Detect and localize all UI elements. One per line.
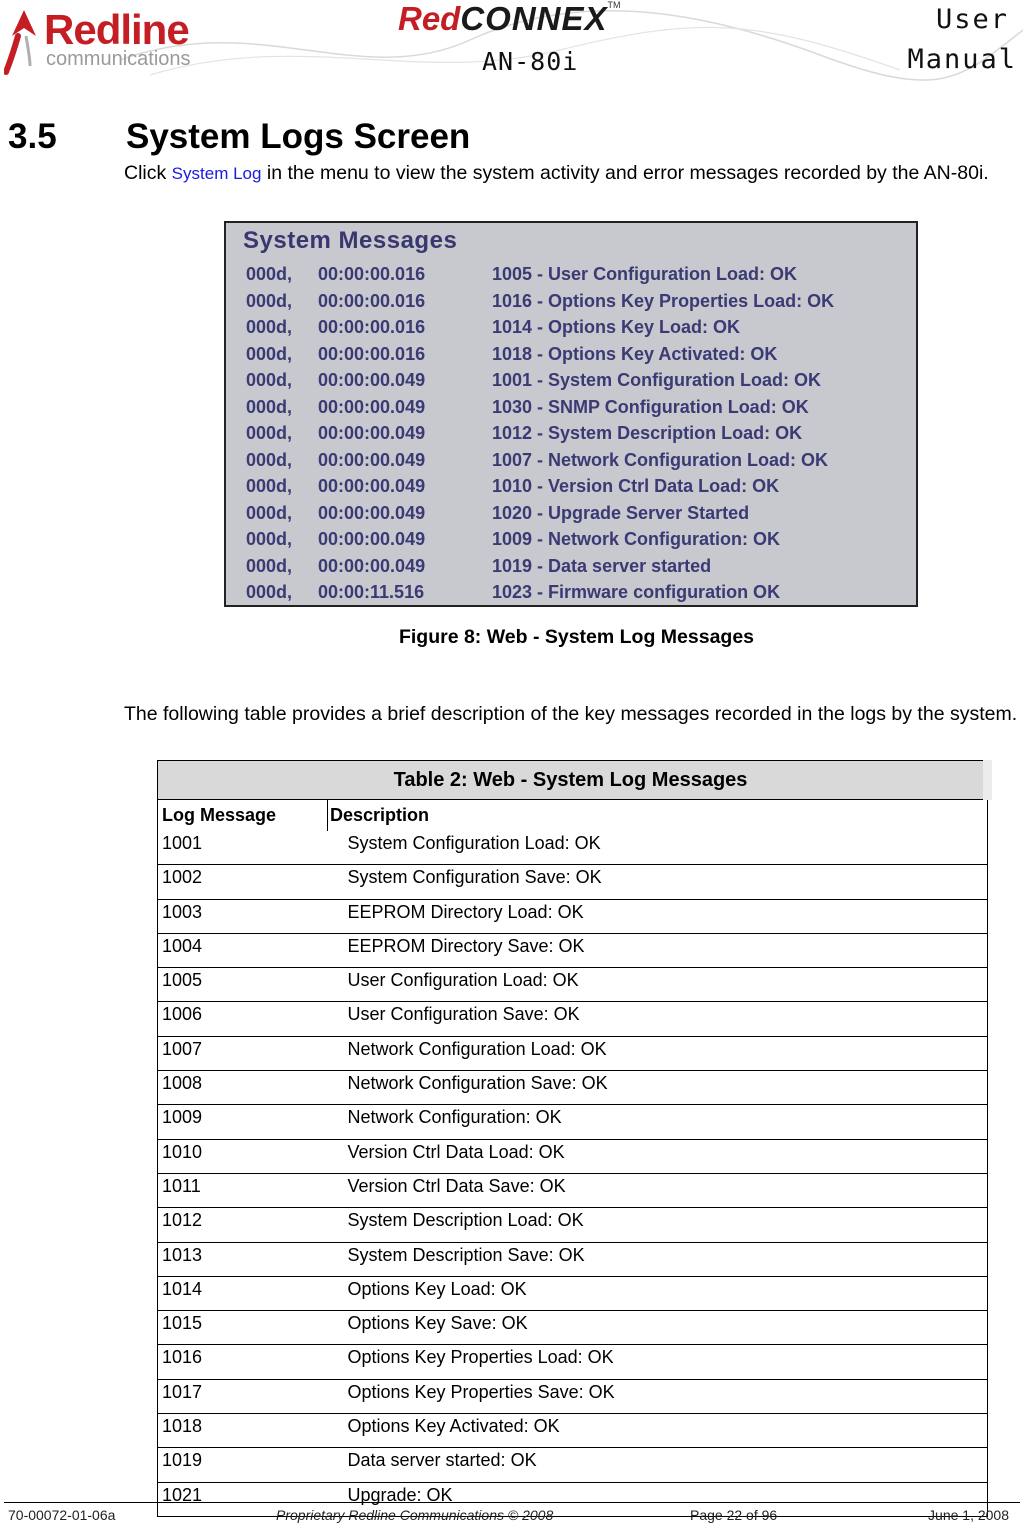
log-message-code-cell: 1018 xyxy=(158,1414,328,1448)
system-message-day: 000d, xyxy=(246,582,293,602)
system-message-row xyxy=(246,314,834,341)
logo-wordmark: Redline xyxy=(44,6,189,53)
system-message-row xyxy=(246,526,834,553)
redline-logo xyxy=(0,2,210,76)
log-message-code-cell: 1003 xyxy=(158,899,328,933)
system-message-time: 00:00:00.016 xyxy=(318,290,426,311)
system-message-day: 000d, xyxy=(246,317,293,337)
log-message-description-cell: Options Key Properties Load: OK xyxy=(328,1345,988,1379)
system-message-text: 1018 - Options Key Activated: OK xyxy=(492,343,778,364)
system-message-day: 000d, xyxy=(246,264,293,284)
table-row xyxy=(158,1105,988,1139)
system-message-day: 000d, xyxy=(246,396,293,417)
system-message-row xyxy=(246,553,834,580)
product-model: AN-80i xyxy=(482,47,579,76)
log-message-description-cell: Options Key Properties Save: OK xyxy=(328,1379,988,1413)
intro-text-after: in the menu to view the system activity and error messages recorded by the AN-80i. xyxy=(261,162,989,184)
log-message-description-cell: Version Ctrl Data Load: OK xyxy=(328,1139,988,1173)
doc-type-line1: User xyxy=(935,4,1009,35)
system-message-text: 1009 - Network Configuration: OK xyxy=(492,529,781,549)
log-message-description-cell: Data server started: OK xyxy=(328,1448,988,1482)
system-message-text: 1019 - Data server started xyxy=(492,555,712,576)
table-row xyxy=(158,1242,988,1276)
log-message-description-cell: EEPROM Directory Load: OK xyxy=(328,899,988,933)
footer-page-number: Page 22 of 96 xyxy=(690,1507,778,1523)
section-heading xyxy=(8,117,470,157)
system-message-day: 000d, xyxy=(246,529,293,549)
log-message-description-cell: Network Configuration Save: OK xyxy=(328,1071,988,1105)
system-message-time: 00:00:00.049 xyxy=(318,396,426,417)
system-message-row xyxy=(246,341,834,368)
system-message-row xyxy=(246,579,834,606)
section-number: 3.5 xyxy=(8,117,57,156)
log-message-description-cell: Network Configuration: OK xyxy=(328,1105,988,1139)
table-row xyxy=(158,865,988,899)
footer-doc-number: 70-00072-01-06a xyxy=(8,1507,116,1523)
log-message-code-cell: 1012 xyxy=(158,1208,328,1242)
column-header-description: Description xyxy=(328,800,988,832)
section-title-text: System Logs Screen xyxy=(126,117,471,156)
system-message-text: 1020 - Upgrade Server Started xyxy=(492,502,750,523)
table-row xyxy=(158,1414,988,1448)
system-message-row xyxy=(246,473,834,500)
figure-caption: Figure 8: Web - System Log Messages xyxy=(398,626,755,648)
table-caption xyxy=(158,761,988,800)
log-message-description-cell: Network Configuration Load: OK xyxy=(328,1036,988,1070)
system-message-text: 1007 - Network Configuration Load: OK xyxy=(492,449,829,470)
system-messages-list xyxy=(246,261,834,606)
log-message-code-cell: 1013 xyxy=(158,1242,328,1276)
system-message-day: 000d, xyxy=(246,343,293,364)
table-row xyxy=(158,1036,988,1070)
system-log-menu-reference: System Log xyxy=(171,164,262,183)
doc-type-line2: Manual xyxy=(907,44,1017,75)
log-message-description-cell: User Configuration Load: OK xyxy=(328,968,988,1002)
system-message-time: 00:00:00.049 xyxy=(318,555,426,576)
system-message-time: 00:00:00.049 xyxy=(318,476,426,496)
log-message-description-cell: Upgrade: OK xyxy=(328,1482,988,1516)
table-caption-label: Table 2 xyxy=(393,768,462,791)
table-body xyxy=(158,831,988,1516)
system-message-text: 1023 - Firmware configuration OK xyxy=(492,582,781,602)
system-message-time: 00:00:00.049 xyxy=(318,502,426,523)
system-message-row xyxy=(246,500,834,527)
system-message-time: 00:00:00.049 xyxy=(318,370,426,390)
table-caption-separator: : xyxy=(461,768,474,791)
log-message-code-cell: 1015 xyxy=(158,1311,328,1345)
log-message-description-cell: System Description Save: OK xyxy=(328,1242,988,1276)
system-message-text: 1010 - Version Ctrl Data Load: OK xyxy=(492,476,780,496)
table-intro-paragraph: The following table provides a brief description of the key messages recorded in the logs by the system. xyxy=(124,703,1018,725)
system-message-day: 000d, xyxy=(246,290,293,311)
table-header-row xyxy=(158,800,988,832)
table-caption-title: Web - System Log Messages xyxy=(473,768,748,791)
table-row xyxy=(158,1173,988,1207)
table-row xyxy=(158,1276,988,1310)
log-message-code-cell: 1011 xyxy=(158,1173,328,1207)
system-message-day: 000d, xyxy=(246,502,293,523)
log-message-code-cell: 1016 xyxy=(158,1345,328,1379)
log-message-code-cell: 1006 xyxy=(158,1002,328,1036)
system-message-time: 00:00:11.516 xyxy=(318,582,425,602)
log-message-description-cell: User Configuration Save: OK xyxy=(328,1002,988,1036)
intro-paragraph xyxy=(124,160,1022,187)
system-message-text: 1030 - SNMP Configuration Load: OK xyxy=(492,396,809,417)
table-row xyxy=(158,1139,988,1173)
system-message-time: 00:00:00.049 xyxy=(318,449,426,470)
log-message-description-cell: System Configuration Load: OK xyxy=(328,831,988,865)
log-message-description-cell: Options Key Load: OK xyxy=(328,1276,988,1310)
system-message-day: 000d, xyxy=(246,449,293,470)
system-message-row xyxy=(246,288,834,315)
system-message-day: 000d, xyxy=(246,370,293,390)
table-row xyxy=(158,1311,988,1345)
table-row xyxy=(158,1379,988,1413)
system-message-row xyxy=(246,420,834,447)
footer-proprietary: Proprietary Redline Communications © 2008 xyxy=(276,1507,554,1523)
log-message-code-cell: 1014 xyxy=(158,1276,328,1310)
system-message-text: 1012 - System Description Load: OK xyxy=(492,423,803,443)
log-message-code-cell: 1004 xyxy=(158,933,328,967)
system-message-time: 00:00:00.049 xyxy=(318,529,426,549)
log-message-description-cell: System Description Load: OK xyxy=(328,1208,988,1242)
system-message-row xyxy=(246,447,834,474)
log-message-code-cell: 1017 xyxy=(158,1379,328,1413)
trademark-mark: TM xyxy=(607,0,621,10)
system-message-time: 00:00:00.016 xyxy=(318,264,426,284)
redline-logo-mark xyxy=(4,6,44,76)
redconnex-logo xyxy=(398,0,621,37)
system-message-text: 1016 - Options Key Properties Load: OK xyxy=(492,290,835,311)
system-message-time: 00:00:00.016 xyxy=(318,343,426,364)
log-message-code-cell: 1007 xyxy=(158,1036,328,1070)
log-message-code-cell: 1001 xyxy=(158,831,328,865)
log-message-code-cell: 1019 xyxy=(158,1448,328,1482)
log-message-description-cell: EEPROM Directory Save: OK xyxy=(328,933,988,967)
log-message-code-cell: 1021 xyxy=(158,1482,328,1516)
system-message-day: 000d, xyxy=(246,476,293,496)
system-message-row xyxy=(246,367,834,394)
system-message-row xyxy=(246,261,834,288)
system-messages-title: System Messages xyxy=(243,227,458,254)
log-messages-table xyxy=(157,760,992,1517)
system-message-time: 00:00:00.016 xyxy=(318,317,426,337)
system-message-row xyxy=(246,394,834,421)
log-message-description-cell: Version Ctrl Data Save: OK xyxy=(328,1173,988,1207)
log-message-code-cell: 1008 xyxy=(158,1071,328,1105)
page-header xyxy=(0,0,1023,92)
log-message-description-cell: Options Key Save: OK xyxy=(328,1311,988,1345)
intro-text-before: Click xyxy=(124,162,172,184)
system-message-day: 000d, xyxy=(246,555,293,576)
log-message-description-cell: System Configuration Save: OK xyxy=(328,865,988,899)
log-message-description-cell: Options Key Activated: OK xyxy=(328,1414,988,1448)
table-caption-row xyxy=(158,761,988,800)
table-row xyxy=(158,899,988,933)
table-row xyxy=(158,1345,988,1379)
logo-subtext: communications xyxy=(46,48,191,70)
system-message-text: 1001 - System Configuration Load: OK xyxy=(492,370,822,390)
column-header-log-message: Log Message xyxy=(158,800,328,832)
log-message-code-cell: 1005 xyxy=(158,968,328,1002)
footer-rule xyxy=(4,1502,1020,1503)
log-message-code-cell: 1010 xyxy=(158,1139,328,1173)
brand-red-text: Red xyxy=(398,0,461,37)
table-row xyxy=(158,1002,988,1036)
table-row xyxy=(158,1448,988,1482)
log-message-code-cell: 1009 xyxy=(158,1105,328,1139)
table-row xyxy=(158,1071,988,1105)
system-messages-screenshot xyxy=(224,221,918,607)
table-row xyxy=(158,933,988,967)
table-row xyxy=(158,1208,988,1242)
system-message-text: 1014 - Options Key Load: OK xyxy=(492,317,741,337)
log-message-code-cell: 1002 xyxy=(158,865,328,899)
table-row xyxy=(158,831,988,865)
brand-black-text: CONNEX xyxy=(460,0,608,37)
system-message-time: 00:00:00.049 xyxy=(318,423,426,443)
table-row xyxy=(158,968,988,1002)
system-message-day: 000d, xyxy=(246,423,293,443)
system-message-text: 1005 - User Configuration Load: OK xyxy=(492,264,798,284)
footer-date: June 1, 2008 xyxy=(928,1507,1009,1523)
